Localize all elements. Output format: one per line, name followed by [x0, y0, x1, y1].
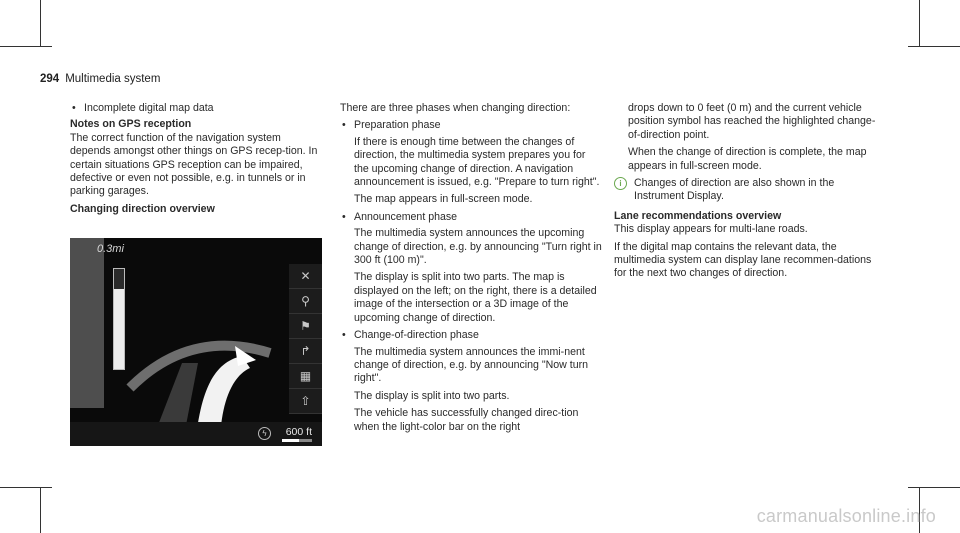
watermark: carmanualsonline.info: [756, 506, 936, 526]
lane-text: This display appears for multi-lane roads.: [614, 223, 808, 236]
search-icon[interactable]: ⚲: [289, 289, 322, 314]
phase-text: The multimedia system announces the immi-nent change of direction, e.g. by announcing "Now turn right".: [354, 345, 589, 385]
phase-text: The multimedia system announces the upcoming change of direction, e.g. by announcing "Turn right in 300 ft (100 m)".: [354, 227, 602, 267]
gps-text: The correct function of the navigation system depends amongst other things on GPS recep-tion. In certain situations GPS reception can be impaired, defective or even not possible, e.g. in tunnels or in parking garages.: [70, 131, 318, 198]
phase-title: • Change-of-direction phase: [340, 329, 602, 342]
continued-text: drops down to 0 feet (0 m) and the current vehicle position symbol has reached the highlighted change-of-direction point.: [628, 102, 876, 141]
page-number: 294: [40, 73, 60, 85]
lane-heading: Lane recommendations overview: [614, 209, 782, 222]
crop-mark: [40, 487, 41, 533]
compass-icon: ϟ: [258, 427, 271, 440]
phases-intro: There are three phases when changing direction:: [340, 102, 571, 114]
crop-mark: [40, 0, 41, 46]
flag-icon[interactable]: ⚑: [289, 314, 322, 339]
distance-top: 0.3mi: [97, 243, 124, 255]
crop-mark: [0, 46, 52, 47]
note: [614, 177, 876, 204]
distance-bottom: 600 ft: [285, 426, 312, 438]
phase-text: The map appears in full-screen mode.: [354, 193, 533, 206]
phase-text: The display is split into two parts. The map is displayed on the left; on the right, there is a detailed image of the intersection or a 3D image of the upcoming change of direction.: [354, 271, 597, 324]
lane-text: If the digital map contains the relevant data, the multimedia system can display lane recommen-dations for the next two changes of direction.: [614, 240, 872, 280]
destination-icon[interactable]: ▦: [289, 364, 322, 389]
continued-text: When the change of direction is complete, the map appears in full-screen mode.: [628, 146, 867, 172]
distance-bar: [282, 439, 312, 442]
bullet-item: • Incomplete digital map data: [70, 102, 322, 115]
crop-mark: [919, 0, 920, 46]
navigation-display: [70, 238, 322, 446]
column-left: [70, 102, 322, 222]
side-menu: [289, 264, 322, 414]
crop-mark: [0, 487, 52, 488]
road-graphic: [70, 238, 322, 446]
overview-heading: Changing direction overview: [70, 202, 215, 215]
lane-icon[interactable]: ⇧: [289, 389, 322, 414]
approach-bar-fill: [114, 289, 124, 369]
phase-text: The vehicle has successfully changed direc-tion when the light-color bar on the right: [354, 407, 579, 433]
phase-text: The display is split into two parts.: [354, 389, 510, 402]
note-text: Changes of direction are also shown in the Instrument Display.: [634, 177, 835, 203]
close-icon[interactable]: ✕: [289, 264, 322, 289]
section-title: Multimedia system: [65, 73, 161, 85]
gps-heading: Notes on GPS reception: [70, 118, 192, 131]
crop-mark: [908, 46, 960, 47]
column-middle: [340, 102, 602, 438]
page-header: [40, 73, 160, 85]
info-icon: i: [614, 177, 627, 190]
phase-text: If there is enough time between the changes of direction, the multimedia system prepares you for the upcoming change of direction. A navigation announcement is issued, e.g. "Prepare to turn right".: [354, 135, 600, 189]
distance-bar-fill: [282, 439, 299, 442]
approach-bar: [113, 268, 125, 370]
column-right: [614, 102, 876, 285]
phase-title: • Preparation phase: [340, 119, 602, 132]
status-bar: [70, 422, 322, 446]
crop-mark: [908, 487, 960, 488]
turn-mute-icon[interactable]: ↱: [289, 339, 322, 364]
phase-title: • Announcement phase: [340, 211, 602, 224]
